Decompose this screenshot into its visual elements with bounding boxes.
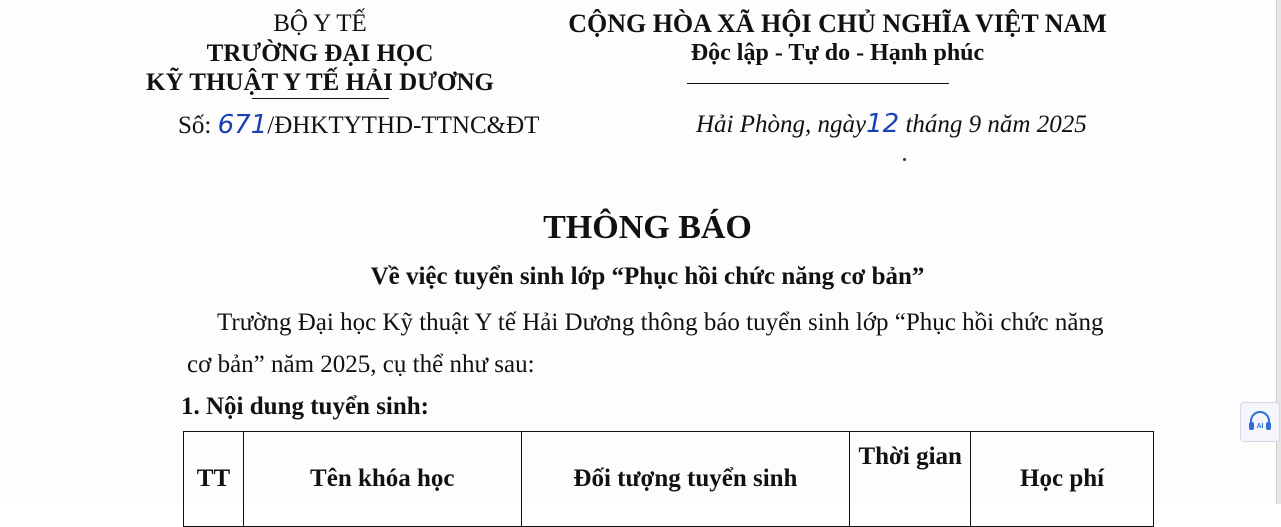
date-suffix: tháng 9 năm 2025 [899,111,1087,138]
svg-text:AI: AI [1256,423,1264,430]
document-number [178,110,539,140]
ink-dot [903,158,906,161]
headset-ai-icon [1247,409,1273,435]
section-heading-1: 1. Nội dung tuyển sinh: [181,393,429,420]
ministry-name: BỘ Y TẾ [273,10,367,37]
number-prefix: Số: [178,112,218,139]
header-cell-tuition: Học phí [971,432,1154,527]
ai-assistant-button[interactable] [1240,402,1280,442]
intro-line1: Trường Đại học Kỹ thuật Y tế Hải Dương thông báo tuyển sinh lớp “Phục hồi chức năng [217,309,1104,336]
national-motto: Độc lập - Tự do - Hạnh phúc [690,40,985,66]
republic-name: CỘNG HÒA XÃ HỘI CHỦ NGHĨA VIỆT NAM [568,9,1107,38]
date-day-handwritten: 12 [866,109,900,139]
header-cell-tt: TT [184,432,244,527]
school-name-line2: KỸ THUẬT Y TẾ HẢI DƯƠNG [146,69,494,96]
left-header-underline [252,98,389,99]
header-cell-duration: Thời gian [850,432,971,527]
header-cell-admission-target: Đối tượng tuyển sinh [521,432,850,527]
table-header-row [184,432,1154,527]
date-prefix: Hải Phòng, ngày [696,111,867,138]
header-cell-course-name: Tên khóa học [243,432,521,527]
notice-subject: Về việc tuyển sinh lớp “Phục hồi chức năng cơ bản” [370,263,925,290]
motto-underline [687,83,949,84]
intro-line2: cơ bản” năm 2025, cụ thể như sau: [187,351,535,378]
school-name-line1: TRƯỜNG ĐẠI HỌC [206,40,434,67]
number-suffix: /ĐHKTYTHD-TTNC&ĐT [267,112,540,139]
admission-table [183,431,1154,527]
number-handwritten: 671 [217,110,268,140]
place-date [696,109,1087,139]
notice-title: THÔNG BÁO [543,209,752,246]
